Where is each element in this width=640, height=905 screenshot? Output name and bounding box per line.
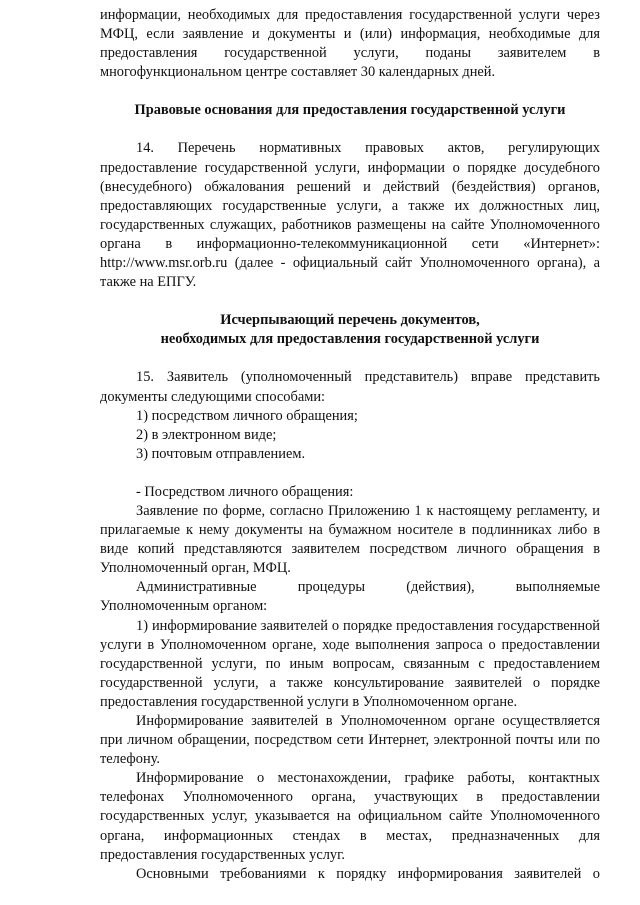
personal-appeal-heading: - Посредством личного обращения:	[136, 483, 354, 500]
paragraph-admin-procedures: Административные процедуры (действия), выполняемые Уполномоченным органом:	[100, 579, 600, 615]
paragraph-requirements: Основными требованиями к порядку информирования заявителей о	[136, 865, 600, 882]
heading-documents-line-1: Исчерпывающий перечень документов,	[220, 312, 480, 329]
paragraph-informing-3: Информирование о местонахождении, графике работы, контактных телефонах Уполномоченного органа, участвующих в предоставлении государственных услуг, указывается на официальном сайте Уполномоченного органа, информационных стендах в местах, предназначенных для предоставления государственных услуг.	[100, 770, 600, 863]
intro-paragraph: информации, необходимых для предоставления государственной услуги через МФЦ, если заявление и документы и (или) информация, необходимые для предоставления государственной услуги, поданы заявителем в многофункциональном центре составляет 30 календарных дней.	[100, 7, 600, 81]
paragraph-informing-1: 1) информирование заявителей о порядке предоставления государственной услуги в Уполномоченном органе, ходе выполнения запроса о предоставлении государственной услуги, по иным вопросам, связанным с предоставлением государственной услуги, а также консультирование заявителей о порядке предоставления государственной услуги в Уполномоченном органе.	[100, 617, 600, 710]
method-item-1: 1) посредством личного обращения;	[136, 407, 358, 424]
page-content	[100, 6, 600, 884]
method-item-2: 2) в электронном виде;	[136, 426, 277, 443]
paragraph-14: 14. Перечень нормативных правовых актов, регулирующих предоставление государственной услуги, информации о порядке досудебного (внесудебного) обжалования решений и действий (бездействия) органов, предоставляющих государственные услуги, а также их должностных лиц, государственных служащих, работников размещены на сайте Уполномоченного органа в информационно-телекоммуникационной сети «Интернет»: http://www.msr.orb.ru (далее - официальный сайт Уполномоченного органа), а также на ЕПГУ.	[100, 140, 600, 291]
paragraph-informing-2: Информирование заявителей в Уполномоченном органе осуществляется при личном обращении, посредством сети Интернет, электронной почты или по телефону.	[100, 713, 600, 768]
paragraph-application: Заявление по форме, согласно Приложению 1 к настоящему регламенту, и прилагаемые к нему документы на бумажном носителе в подлинниках либо в виде копий представляются заявителем посредством личного обращения в Уполномоченный орган, МФЦ.	[100, 502, 600, 577]
method-item-3: 3) почтовым отправлением.	[136, 445, 306, 462]
heading-legal-basis: Правовые основания для предоставления государственной услуги	[134, 102, 566, 119]
paragraph-15: 15. Заявитель (уполномоченный представитель) вправе представить документы следующими способами:	[100, 369, 600, 405]
heading-documents-line-2: необходимых для предоставления государственной услуги	[160, 331, 540, 348]
